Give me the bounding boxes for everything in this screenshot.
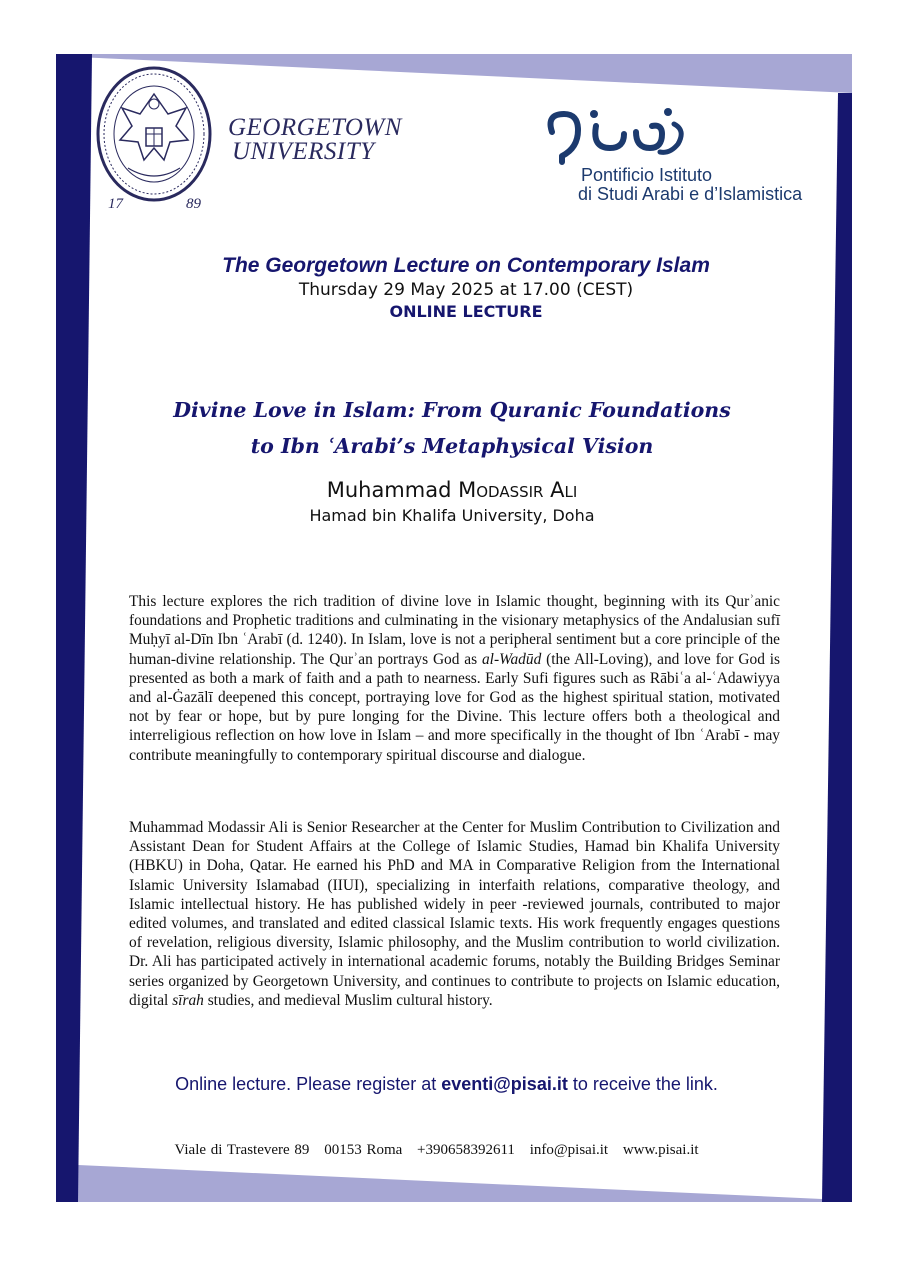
footer-postcode-city: 00153 Roma [324,1142,403,1158]
abstract-text-1: This lecture explores the rich tradition of divine love in Islamic thought, beginning with its Qurʾanic foundations and Prophetic traditions and culminating in the visionary metaphysics of the Andalusian sufī Muḥyī al-Dīn Ibn ʿArabī (d. 1240). In Islam, love is not a peripheral sentiment but a core principle of the human-divine relationship. The Qurʾan portrays God as [129,593,780,668]
speaker-name [0,478,904,502]
pisai-arabic-logo [540,104,690,166]
speaker-first-name: Muhammad [326,478,452,502]
registration-notice [0,1074,893,1095]
event-format: ONLINE LECTURE [389,302,543,321]
event-date-time: Thursday 29 May 2025 at 17.00 (CEST) [298,280,634,300]
georgetown-name-line2: UNIVERSITY [232,138,375,165]
seal-year-left: 17 [108,196,123,212]
footer-email[interactable]: info@pisai.it [529,1142,609,1158]
bio-text-2: studies, and medieval Muslim cultural history. [203,991,493,1009]
georgetown-seal-logo [92,64,222,214]
registration-text-after: to receive the link. [567,1074,718,1094]
bio-text-1: Muhammad Modassir Ali is Senior Researcher at the Center for Muslim Contribution to Civilization and Assistant Dean for Student Affairs at the College of Islamic Studies, Hamad bin Khalifa University (HBKU) in Doha, Qatar. He earned his PhD and MA in Comparative Religion from the International Islamic University Islamabad (IIUI), specializing in interfaith relations, comparative theology, and Islamic intellectual history. He has published widely in peer -reviewed journals, contributed to major edited volumes, and translated and edited classical Islamic texts. His work frequently engages questions of revelation, religious diversity, Islamic philosophy, and the Muslim contribution to world civilization. Dr. Ali has participated actively in international academic forums, notably the Building Bridges Seminar series organized by Georgetown University, and continues to contribute to projects on Islamic education, digital [129,819,780,1009]
bottom-band [56,1164,822,1202]
lecture-title [0,392,904,464]
registration-text-before: Online lecture. Please register at [175,1074,442,1094]
pisai-name-line1: Pontificio Istituto [581,165,713,185]
abstract-italic-term: al-Wadūd [481,650,542,668]
georgetown-name-line1: GEORGETOWN [228,114,402,141]
speaker-bio [129,818,780,1010]
lecture-title-line2: to Ibn ʿArabi’s Metaphysical Vision [250,434,654,458]
left-bar [56,54,92,1202]
registration-email-link[interactable]: eventi@pisai.it [441,1074,568,1094]
lecture-title-line1: Divine Love in Islam: From Quranic Foundations [173,398,731,422]
pisai-wordmark [578,166,802,204]
contact-footer [0,1142,873,1159]
georgetown-wordmark [228,116,402,164]
speaker-surname: Modassir Ali [458,478,578,502]
footer-address: Viale di Trastevere 89 [174,1142,310,1158]
speaker-affiliation: Hamad bin Khalifa University, Doha [309,506,595,525]
bio-italic-term: sīrah [172,991,204,1009]
footer-phone: +390658392611 [417,1142,515,1158]
seal-year-right: 89 [186,196,201,212]
footer-website[interactable]: www.pisai.it [622,1142,699,1158]
abstract-text-2: (the All-Loving), and love for God is presented as both a mark of faith and a path to nearness. Early Sufi figures such as Rābiʿa al-ʿAdawiyya and al-Ġazālī deepened this concept, portraying love for God as the highest spiritual station, motivated not by fear or hope, but by pure longing for the Divine. This lecture offers both a theological and interreligious reflection on how love in Islam – and more specifically in the thought of Ibn ʿArabī - may contribute meaningfully to contemporary spiritual discourse and dialogue. [129,650,781,764]
pisai-name-line2: di Studi Arabi e d’Islamistica [578,184,803,204]
lecture-abstract [129,592,780,765]
lecture-series-title: The Georgetown Lecture on Contemporary Islam [222,254,710,277]
